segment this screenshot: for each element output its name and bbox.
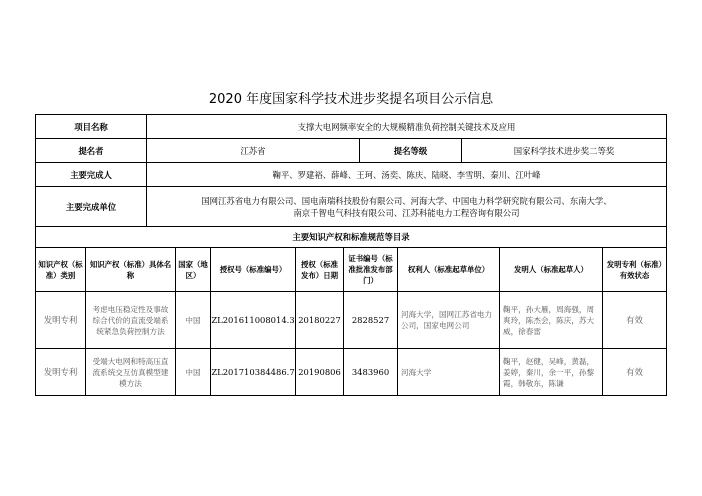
main-units-label: 主要完成单位: [35, 186, 147, 227]
table-row-1-inventors: 鞠平，孙大雁，周海强，周爽玲，陈杰会，陈庆，苏大威，徐春雷: [499, 291, 603, 349]
table-row-1-name: 考虑电压稳定性及事故综合代价的直流受端系统紧急负荷控制方法: [85, 291, 176, 349]
table-row-2-name: 受端大电网和特高压直流系统交互仿真模型建模方法: [85, 348, 176, 396]
table-row-2-status: 有效: [602, 348, 667, 396]
table-row-2-owner: 河海大学: [397, 348, 500, 396]
page-title: 2020 年度国家科学技术进步奖提名项目公示信息: [208, 92, 494, 107]
table-row-1-country: 中国: [175, 291, 211, 349]
table-row-2-inventors: 鞠平，赵健，吴峰，黄磊，姜婷，秦川，余一平，孙黎霞，韩敬东，陈谦: [499, 348, 603, 396]
table-row-1-category: 发明专利: [35, 291, 86, 349]
nominator-value: 江苏省: [146, 138, 360, 163]
table-row-1-certificate: 2828527: [343, 291, 398, 349]
header-inventors: 发明人（标准起草人）: [499, 247, 603, 292]
nomination-level-value: 国家科学技术进步奖二等奖: [461, 138, 667, 163]
table-row-2-country: 中国: [175, 348, 211, 396]
project-name-value: 支撑大电网频率安全的大规模精准负荷控制关键技术及应用: [146, 114, 667, 139]
table-row-1-date: 20180227: [295, 291, 344, 349]
main-persons-label: 主要完成人: [35, 162, 147, 187]
header-category: 知识产权（标准）类别: [35, 247, 86, 292]
table-row-2-number: ZL201710384486.7: [210, 348, 296, 396]
table-row-1-owner: 河海大学，国网江苏省电力公司，国家电网公司: [397, 291, 500, 349]
header-grant-number: 授权号（标准编号）: [210, 247, 296, 292]
main-units-value: [146, 186, 667, 227]
table-row-2-category: 发明专利: [35, 348, 86, 396]
main-persons-value: 鞠平、罗建裕、薛峰、王珂、汤奕、陈庆、陆晓、李雪明、秦川、江叶峰: [146, 162, 667, 187]
header-status: 发明专利（标准）有效状态: [602, 247, 667, 292]
main-units-line2: 南京千智电气科技有限公司、江苏科能电力工程咨询有限公司: [293, 207, 520, 218]
nomination-level-label: 提名等级: [359, 138, 462, 163]
project-name-label: 项目名称: [35, 114, 147, 139]
header-ip-name: 知识产权（标准）具体名称: [85, 247, 176, 292]
info-table: [36, 115, 667, 455]
ip-section-title: 主要知识产权和标准规范等目录: [35, 226, 667, 248]
header-certificate: 证书编号（标准批准发布部门）: [343, 247, 398, 292]
header-country: 国家（地区）: [175, 247, 211, 292]
nominator-label: 提名者: [35, 138, 147, 163]
table-row-1-status: 有效: [602, 291, 667, 349]
table-row-2-date: 20190806: [295, 348, 344, 396]
main-units-line1: 国网江苏省电力有限公司、国电南瑞科技股份有限公司、河海大学、中国电力科学研究院有限公司、东南大学、: [201, 195, 612, 206]
header-owner: 权利人（标准起草单位）: [397, 247, 500, 292]
table-row-1-number: ZL201611008014.3: [210, 291, 296, 349]
table-row-2-certificate: 3483960: [343, 348, 398, 396]
header-grant-date: 授权（标准发布）日期: [295, 247, 344, 292]
